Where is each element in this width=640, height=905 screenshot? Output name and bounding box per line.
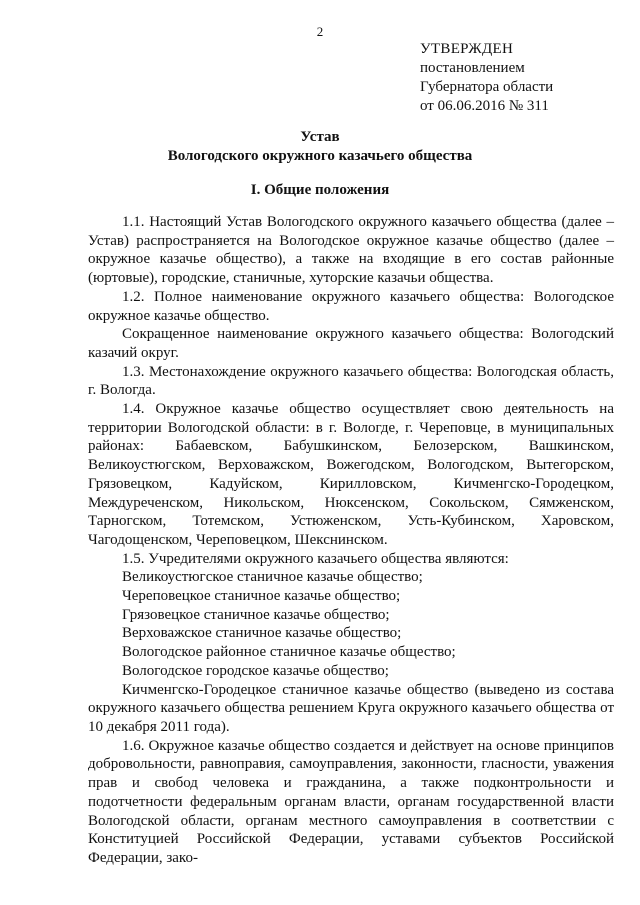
section-heading: I. Общие положения	[250, 182, 390, 198]
founder-item: Череповецкое станичное казачье общество;	[122, 588, 401, 605]
document-title: Устав	[300, 129, 340, 145]
founder-item: Вологодское районное станичное казачье общество;	[122, 644, 456, 661]
organization-name: Вологодского окружного казачьего общества	[167, 148, 473, 164]
paragraph-1-5: 1.5. Учредителями окружного казачьего общества являются:	[122, 550, 509, 567]
paragraph-1-3: 1.3. Местонахождение окружного казачьего общества: Вологодская область, г. Вологда.	[88, 363, 614, 399]
approval-line: Губернатора области	[420, 79, 554, 95]
founder-item: Великоустюгское станичное казачье общество;	[122, 569, 423, 586]
approval-line: постановлением	[420, 60, 525, 76]
paragraph-1-6: 1.6. Окружное казачье общество создается и действует на основе принципов добровольности, равноправия, самоуправления, законности, гласности, уважения прав и свобод человека и гражданина, а также подконтрольности и подотчетности федеральным органам власти, органам государственной власти Вологодской области, органам местного самоуправления в соответствии с Конституцией Российской Федерации, уставами субъектов Российской Федерации, зако-	[88, 737, 614, 866]
approval-title: УТВЕРЖДЕН	[420, 41, 514, 57]
founder-item: Верховажское станичное казачье общество;	[122, 625, 402, 642]
paragraph-1-4: 1.4. Окружное казачье общество осуществляет свою деятельность на территории Вологодской области: в г. Вологде, г. Череповце, в муниципальных районах: Бабаевском, Бабушкинском, Белозерском, Вашкинском, Великоустюгском, Верховажском, Вожегодском, Вологодском, Вытегорском, Грязовецком, Кадуйском, Кирилловском, Кичменгско-Городецком, Междуреченском, Никольском, Нюксенском, Сокольском, Сямженском, Тарногском, Тотемском, Устюженском, Усть-Кубинском, Харовском, Чагодощенском, Череповецком, Шекснинском.	[88, 401, 614, 548]
document-body	[88, 213, 614, 868]
founder-item: Грязовецкое станичное казачье общество;	[122, 606, 390, 623]
paragraph-1-2: 1.2. Полное наименование окружного казачьего общества: Вологодское окружное казачье общество.	[88, 288, 614, 324]
page-number: 2	[316, 24, 324, 39]
paragraph-1-1: 1.1. Настоящий Устав Вологодского окружного казачьего общества (далее – Устав) распространяется на Вологодское окружное казачье общество (далее – окружное казачье общество), а также на входящие в его состав районные (юртовые), городские, станичные, хуторские казачьи общества.	[88, 214, 614, 287]
founder-item-withdrawn: Кичменгско-Городецкое станичное казачье общество (выведено из состава окружного казачьего общества решением Круга окружного казачьего общества от 10 декабря 2011 года).	[88, 681, 614, 735]
approval-stamp	[420, 40, 553, 116]
approval-line: от 06.06.2016 № 311	[420, 98, 549, 114]
founder-item: Вологодское городское казачье общество;	[122, 662, 389, 679]
paragraph-1-2-short-name: Сокращенное наименование окружного казачьего общества: Вологодский казачий округ.	[88, 326, 614, 361]
